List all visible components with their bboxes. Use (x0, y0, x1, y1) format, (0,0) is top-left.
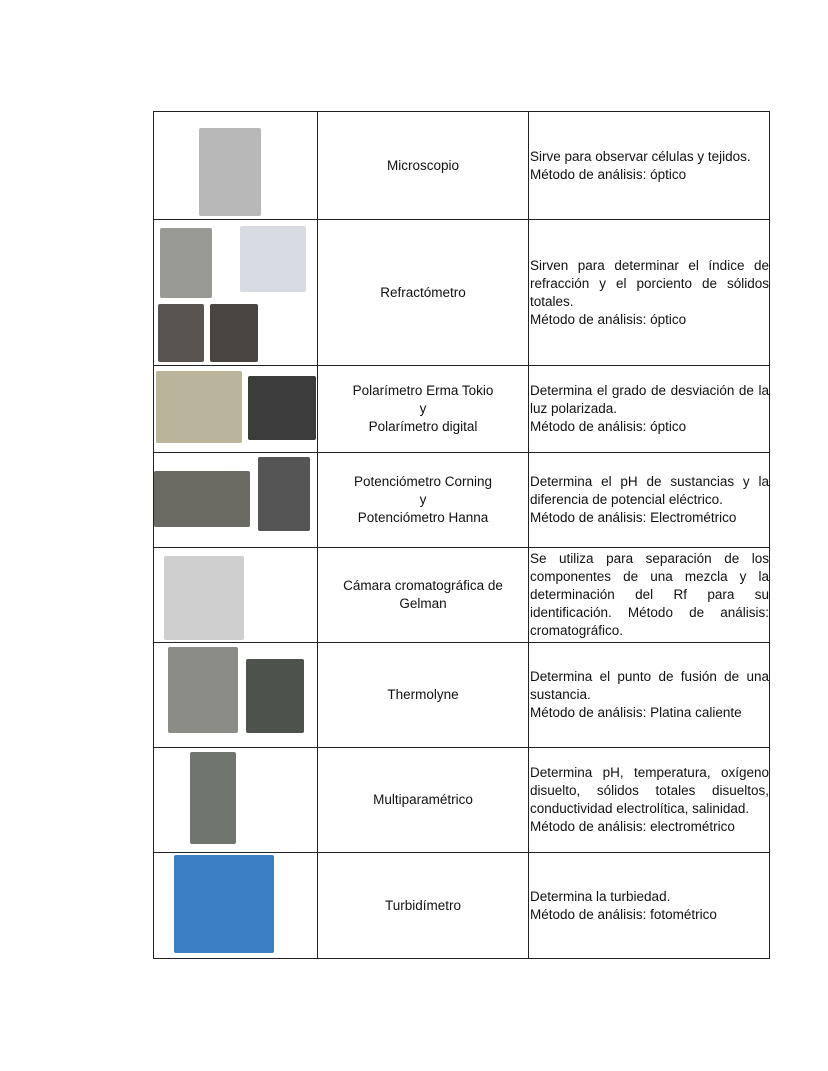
instrument-name (318, 453, 529, 548)
instruments-table (153, 111, 770, 959)
instrument-description (529, 220, 770, 366)
image-cell (154, 112, 318, 220)
instrument-description (529, 453, 770, 548)
name-line: Microscopio (386, 157, 460, 173)
name-line: y (419, 401, 427, 416)
description-line: refracción y el porciento de sólidos (530, 275, 769, 291)
description-line: cromatográfico. (530, 623, 624, 638)
refractometer-image-2 (240, 226, 306, 292)
instrument-description (529, 748, 770, 853)
table-row (154, 853, 770, 959)
table-row (154, 112, 770, 220)
image-cell (154, 453, 318, 548)
table-row (154, 643, 770, 748)
description-line: sustancia. (530, 687, 591, 702)
table-row (154, 548, 770, 643)
description-line: Método de análisis: fotométrico (530, 906, 717, 922)
instrument-name (318, 112, 529, 220)
description-line: Método de análisis: óptico (530, 311, 687, 327)
name-line: Polarímetro Erma Tokio (352, 383, 494, 398)
table-row (154, 453, 770, 548)
image-cell (154, 220, 318, 366)
refractometer-image-3 (158, 304, 204, 362)
instrument-name (318, 366, 529, 453)
instrument-name (318, 748, 529, 853)
description-line: Sirven para determinar el índice de (530, 257, 769, 273)
instrument-description (529, 548, 770, 643)
instrument-name (318, 220, 529, 366)
description-line: luz polarizada. (530, 401, 618, 416)
image-cell (154, 548, 318, 643)
name-line: Turbidímetro (384, 897, 462, 913)
image-cell (154, 366, 318, 453)
instrument-name (318, 643, 529, 748)
instrument-description (529, 366, 770, 453)
potentiometer-hanna-image (258, 457, 310, 531)
table-row (154, 220, 770, 366)
instrument-name (318, 853, 529, 959)
potentiometer-corning-image (154, 471, 250, 527)
polarimeter-erma-image (156, 371, 242, 443)
instrument-description (529, 853, 770, 959)
description-line: Se utiliza para separación de los (530, 551, 769, 566)
image-cell (154, 748, 318, 853)
name-line: Potenciómetro Corning (353, 474, 493, 489)
thermolyne-image-1 (168, 647, 238, 733)
description-line: Método de análisis: Platina caliente (530, 705, 742, 720)
description-line: identificación. Método de análisis: (530, 605, 769, 620)
description-line: disuelto, sólidos totales disueltos, (530, 783, 769, 798)
name-line: Multiparamétrico (373, 792, 473, 807)
thermolyne-image-2 (246, 659, 304, 733)
description-line: Método de análisis: óptico (530, 166, 687, 182)
description-line: Método de análisis: óptico (530, 419, 687, 434)
multiparameter-image (190, 752, 236, 844)
name-line: Refractómetro (380, 284, 466, 300)
description-line: Determina el punto de fusión de una (530, 669, 769, 684)
table-row (154, 366, 770, 453)
name-line: Gelman (399, 596, 447, 611)
refractometer-image-4 (210, 304, 258, 362)
name-line: y (419, 492, 427, 507)
table-row (154, 748, 770, 853)
description-line: conductividad electrolítica, salinidad. (530, 801, 750, 816)
description-line: diferencia de potencial eléctrico. (530, 492, 723, 507)
refractometer-image-1 (160, 228, 212, 298)
description-line: Sirve para observar células y tejidos. (530, 148, 751, 164)
description-line: componentes de una mezcla y la (530, 569, 769, 584)
description-line: Determina la turbiedad. (530, 888, 671, 904)
description-line: determinación del Rf para su (530, 587, 769, 602)
name-line: Thermolyne (387, 687, 459, 702)
description-line: Método de análisis: electrométrico (530, 819, 735, 834)
polarimeter-digital-image (248, 376, 316, 440)
microscope-image (199, 128, 261, 216)
name-line: Potenciómetro Hanna (357, 510, 489, 525)
description-line: Determina el pH de sustancias y la (530, 474, 769, 489)
image-cell (154, 643, 318, 748)
name-line: Cámara cromatográfica de (343, 578, 503, 593)
description-line: Determina el grado de desviación de la (530, 383, 769, 398)
description-line: Determina pH, temperatura, oxígeno (530, 765, 769, 780)
instrument-description (529, 643, 770, 748)
chromatography-chamber-image (164, 556, 244, 640)
description-line: totales. (530, 293, 574, 309)
instrument-name (318, 548, 529, 643)
name-line: Polarímetro digital (368, 419, 478, 434)
instrument-description (529, 112, 770, 220)
turbidimeter-image (174, 855, 274, 953)
description-line: Método de análisis: Electrométrico (530, 510, 737, 525)
image-cell (154, 853, 318, 959)
